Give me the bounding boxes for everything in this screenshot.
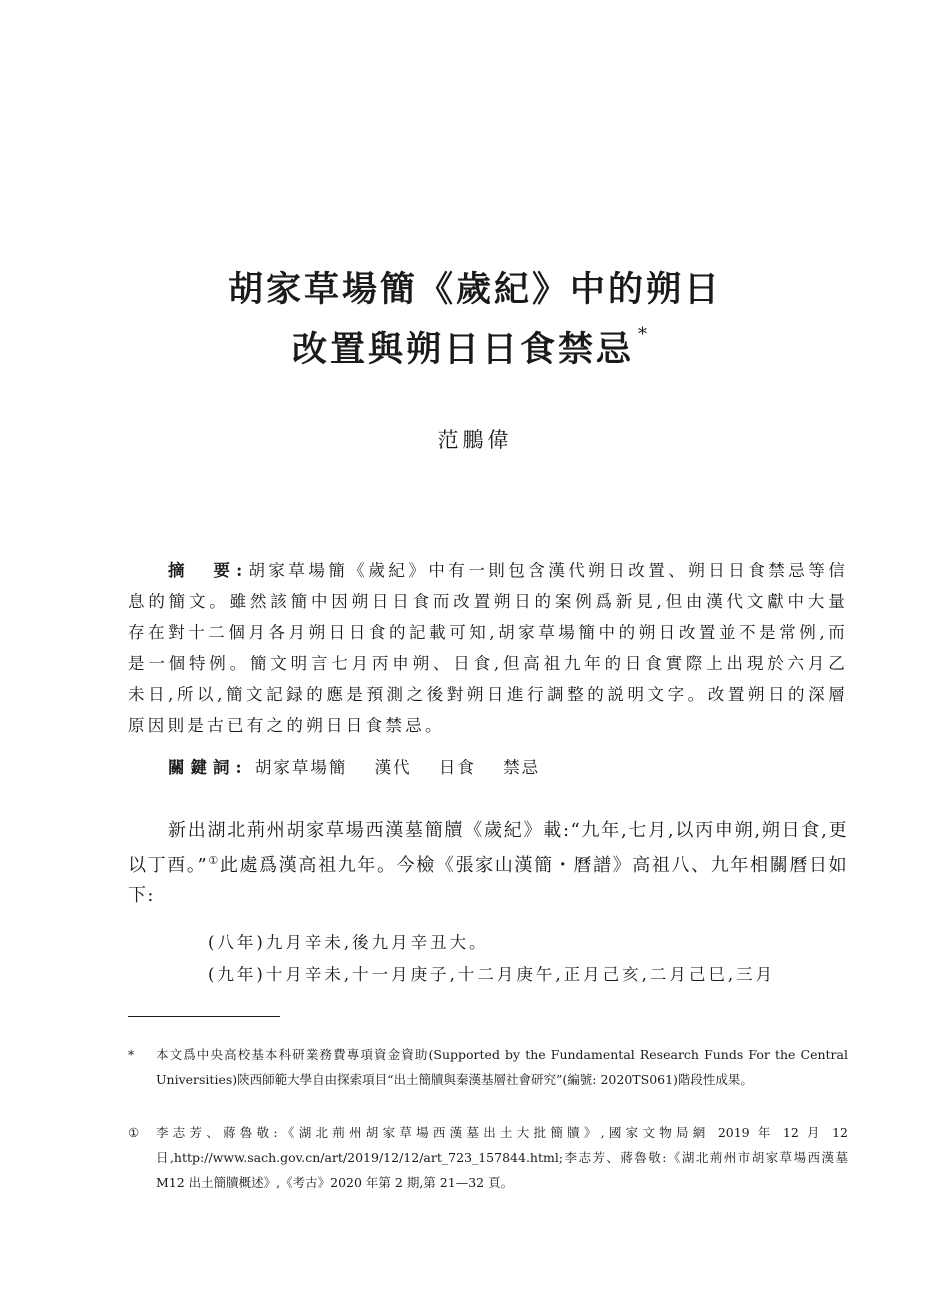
calendar-quote-2: (九年)十月辛未,十一月庚子,十二月庚午,正月己亥,二月己巳,三月 [208,965,776,984]
keyword-item: 漢代 [374,758,412,777]
footnote-1-text: 李志芳、蔣魯敬:《湖北荊州胡家草場西漢墓出土大批簡牘》,國家文物局網 2019 年 12 月 12 日,http://www.sach.gov.cn/art/2019/12/12/art_723_157844.html;李志芳、蔣魯敬:《湖北荊州市胡家草場西漢墓 M12 出土簡牘概述》,《考古》2020 年第 2 期,第 21—32 頁。 [156,1125,848,1190]
title-line-2-text: 改置與朔日日食禁忌 [291,329,634,370]
title-line-2 [0,322,946,372]
keyword-item: 禁忌 [503,758,541,777]
footnote-divider [128,1016,280,1017]
footnote-1-mark: ① [128,1125,140,1140]
calendar-quote-1: (八年)九月辛未,後九月辛丑大。 [208,933,489,952]
footnote-ref-1[interactable]: ① [208,854,220,867]
keyword-item: 胡家草場簡 [254,758,348,777]
body-paragraph [128,816,848,911]
keywords-label: 關鍵詞: [168,758,248,777]
abstract-text: 胡家草場簡《歲紀》中有一則包含漢代朔日改置、朔日日食禁忌等信息的簡文。雖然該簡中因朔日日食而改置朔日的案例爲新見,但由漢代文獻中大量存在對十二個月各月朔日日食的記載可知,胡家草場簡中的朔日改置並不是常例,而是一個特例。簡文明言七月丙申朔、日食,但高祖九年的日食實際上出現於六月乙未日,所以,簡文記録的應是預測之後對朔日進行調整的説明文字。改置朔日的深層原因則是古已有之的朔日日食禁忌。 [128,561,849,735]
author-name: 范鵬偉 [437,428,513,452]
abstract [128,555,848,741]
footnote-1 [128,1120,848,1195]
body-text-after-note: 此處爲漢高祖九年。今檢《張家山漢簡・曆譜》高祖八、九年相關曆日如下: [128,855,849,906]
body-text-before-note: 新出湖北荊州胡家草場西漢墓簡牘《歲紀》載:“九年,七月,以丙申朔,朔日食,更以丁酉。” [128,820,848,876]
footnote-star-mark: * [128,1047,135,1062]
keywords [168,752,560,783]
abstract-label: 摘 要: [168,561,249,580]
footnote-star [128,1042,848,1092]
footnote-star-text: 本文爲中央高校基本科研業務費專項資金資助(Supported by the Fundamental Research Funds For the Central Universities)陝西師範大學自由探索項目“出土簡牘與秦漢基層社會研究”(編號: 2020TS061)階段性成果。 [156,1047,848,1087]
keyword-item: 日食 [438,758,476,777]
title-footnote-mark[interactable]: * [638,324,650,345]
title-line-1: 胡家草場簡《歲紀》中的朔日 [227,269,722,310]
